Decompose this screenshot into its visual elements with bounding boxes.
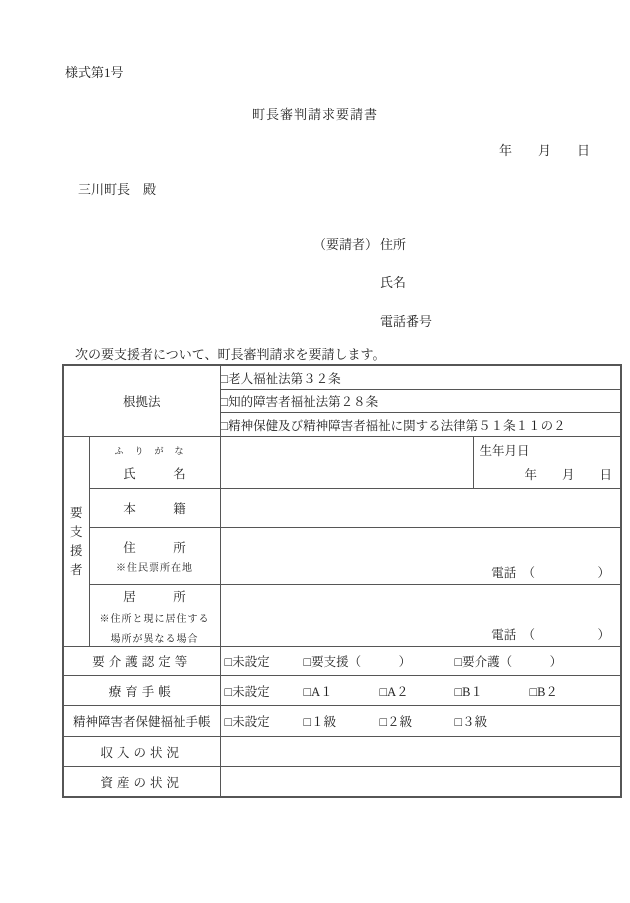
domicile-label: 本 籍	[89, 489, 220, 528]
residence-phone-label: 電話 （ ）	[491, 628, 611, 642]
vertical-char: 援	[69, 543, 83, 558]
rehabilitation-notebook-options	[220, 676, 621, 706]
mental-option-unset: □未設定	[224, 715, 270, 729]
mental-health-notebook-label: 精神障害者保健福祉手帳	[63, 706, 220, 737]
support-person-vertical-label	[63, 437, 89, 647]
legal-basis-option-elderly: □老人福祉法第３２条	[220, 365, 621, 390]
rehab-option-a1: □A１	[303, 684, 333, 699]
furigana-label: ふりがな	[114, 445, 195, 456]
birth-cell	[473, 437, 621, 489]
legal-basis-label: 根拠法	[63, 365, 220, 437]
birth-label: 生年月日	[479, 444, 530, 458]
name-input-area	[220, 437, 473, 489]
residence-label-cell	[89, 585, 220, 647]
vertical-char: 者	[69, 562, 83, 577]
residence-input-area	[220, 585, 621, 647]
income-label: 収入の状況	[63, 737, 220, 767]
mental-option-grade1: □１級	[303, 715, 337, 729]
address-label-cell	[89, 528, 220, 585]
care-option-unset: □未設定	[224, 655, 270, 669]
main-table	[62, 364, 622, 798]
requester-field-phone: 電話番号	[380, 314, 433, 329]
domicile-input-area	[220, 489, 621, 528]
income-input-area	[220, 737, 621, 767]
intro-text: 次の要支援者について、町長審判請求を要請します。	[75, 347, 386, 362]
address-label: 住 所	[123, 541, 186, 555]
mental-health-notebook-options	[220, 706, 621, 737]
residence-note-2: 場所が異なる場合	[110, 633, 199, 645]
assets-input-area	[220, 767, 621, 798]
vertical-char: 支	[69, 524, 83, 539]
rehabilitation-notebook-label: 療育手帳	[63, 676, 220, 706]
residence-label: 居 所	[123, 589, 186, 604]
name-label: 氏 名	[123, 466, 186, 481]
requester-label: （要請者）	[313, 237, 379, 252]
form-number: 様式第1号	[65, 65, 124, 80]
name-label-cell	[89, 437, 220, 489]
rehab-option-unset: □未設定	[224, 684, 270, 699]
requester-field-name: 氏名	[380, 275, 407, 290]
legal-basis-option-intellectual: □知的障害者福祉法第２８条	[220, 390, 621, 413]
care-option-care: □要介護（ ）	[454, 655, 563, 669]
legal-basis-option-mental: □精神保健及び精神障害者福祉に関する法律第５１条１１の２	[220, 413, 621, 437]
addressee: 三川町長 殿	[78, 182, 157, 197]
rehab-option-b1: □B１	[454, 684, 483, 699]
mental-option-grade3: □３級	[454, 715, 488, 729]
address-input-area	[220, 528, 621, 585]
assets-label: 資産の状況	[63, 767, 220, 798]
vertical-char: 要	[69, 505, 83, 520]
requester-field-address: 住所	[380, 237, 407, 252]
address-phone-label: 電話 （ ）	[491, 566, 611, 580]
residence-note-1: ※住所と現に居住する	[99, 613, 210, 625]
birth-date-line: 年 月 日	[524, 468, 613, 482]
care-certification-options	[220, 647, 621, 676]
care-certification-label: 要介護認定等	[63, 647, 220, 676]
address-note: ※住民票所在地	[116, 563, 193, 574]
mental-option-grade2: □２級	[379, 715, 413, 729]
date-line: 年 月 日	[498, 143, 590, 158]
rehab-option-a2: □A２	[379, 684, 409, 699]
rehab-option-b2: □B２	[529, 684, 558, 699]
care-option-support: □要支援（ ）	[303, 655, 412, 669]
page-title: 町長審判請求要請書	[251, 107, 378, 122]
